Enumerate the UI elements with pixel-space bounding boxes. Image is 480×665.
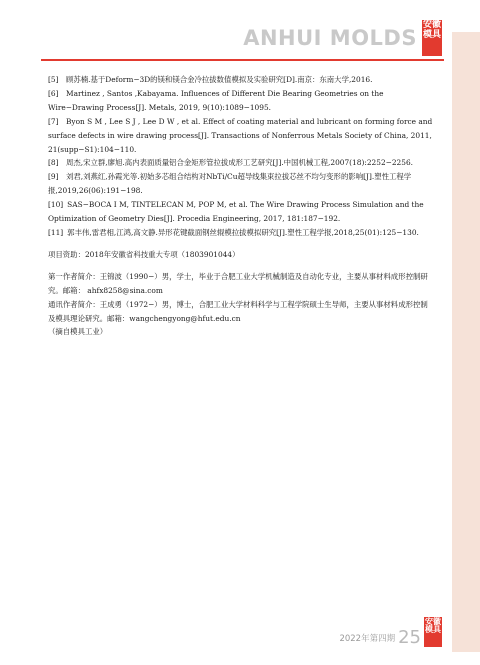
funding-note: 项目资助：2018年安徽省科技重大专项（1803901044） — [48, 249, 240, 259]
reference-number: [5] — [48, 75, 59, 84]
page-header — [243, 20, 442, 56]
journal-seal — [422, 20, 442, 56]
reference-text: 周杰,宋立群,廖旭.高内表面质量铝合金矩形管拉拔成形工艺研究[J].中国机械工程,2007(18):2252−2256. — [66, 158, 413, 168]
reference-text: 顾苏楠.基于Deform−3D的镁和镁合金冷拉拔数值模拟及实验研究[D].南京：东南大学,2016. — [66, 75, 373, 84]
seal-line-1: 安徽 — [425, 617, 441, 626]
reference-list — [48, 73, 434, 240]
first-author-bio: 第一作者简介：王锦波（1990−）男，学士，毕业于合肥工业大学机械制造及自动化专业，主要从事材料成形控制研究。邮箱： ahfx8258@sina.com — [48, 271, 428, 295]
page-number: 25 — [398, 627, 421, 648]
reference-item — [48, 73, 434, 87]
reference-number: [6] — [48, 88, 59, 98]
reference-item — [48, 156, 434, 170]
article-body — [48, 73, 434, 339]
reference-item — [48, 226, 434, 240]
side-decoration-bar — [452, 32, 480, 652]
reference-item — [48, 87, 434, 115]
reference-item — [48, 170, 434, 198]
seal-line-1: 安徽 — [422, 20, 441, 30]
reference-text: 郭丰伟,雷君相,江鸿,高文静.异形花键截面钢丝辊模拉拔模拟研究[J].塑性工程学报,2018,25(01):125−130. — [67, 227, 419, 237]
reference-item — [48, 198, 434, 226]
reference-text: Martinez , Santos ,Kabayama. Influences of Different Die Bearing Geometries on the Wire−Drawing Process[J]. Metals, 2019, 9(10):1089−1095. — [48, 88, 384, 112]
reference-text: 刘君,刘燕红,孙霞光等.初始多芯组合结构对NbTi/Cu超导线集束拉拔芯丝不均匀变形的影响[J].塑性工程学报,2019,26(06):191−198. — [48, 172, 412, 196]
reference-item — [48, 115, 434, 157]
reference-number: [9] — [48, 172, 59, 182]
reference-number: [11] — [48, 227, 64, 237]
seal-line-2: 模具 — [425, 625, 441, 634]
header-rule — [41, 59, 444, 61]
reference-number: [7] — [48, 116, 59, 126]
spacer — [48, 262, 434, 270]
seal-line-2: 模具 — [422, 29, 441, 40]
page-footer — [339, 617, 442, 647]
journal-brand: ANHUI MOLDS — [243, 26, 417, 50]
reference-text: SAS−BOCA I M, TINTELECAN M, POP M, et al. The Wire Drawing Process Simulation and the Optimization of Geometry Dies[J]. Procedia Engineering, 2017, 181:187−192. — [48, 200, 424, 224]
issue-label: 2022年第四期 — [339, 634, 396, 644]
corresponding-author-bio: 通讯作者简介：王成勇（1972−）男，博士，合肥工业大学材料科学与工程学院硕士生导师，主要从事材料成形控制及模具理论研究。邮箱：wangchengyong@hfut.edu.cn — [48, 299, 428, 323]
reference-number: [8] — [48, 158, 59, 168]
reference-number: [10] — [48, 200, 64, 210]
footer-seal — [424, 617, 442, 647]
reference-text: Byon S M , Lee S J , Lee D W , et al. Effect of coating material and lubricant on forming force and surface defects in wire drawing process[J]. Transactions of Nonferrous Metals Society of China, 2011, 21(supp−S1):104−110. — [48, 116, 433, 154]
source-note: （摘自模具工业） — [48, 327, 108, 337]
spacer — [48, 240, 434, 248]
